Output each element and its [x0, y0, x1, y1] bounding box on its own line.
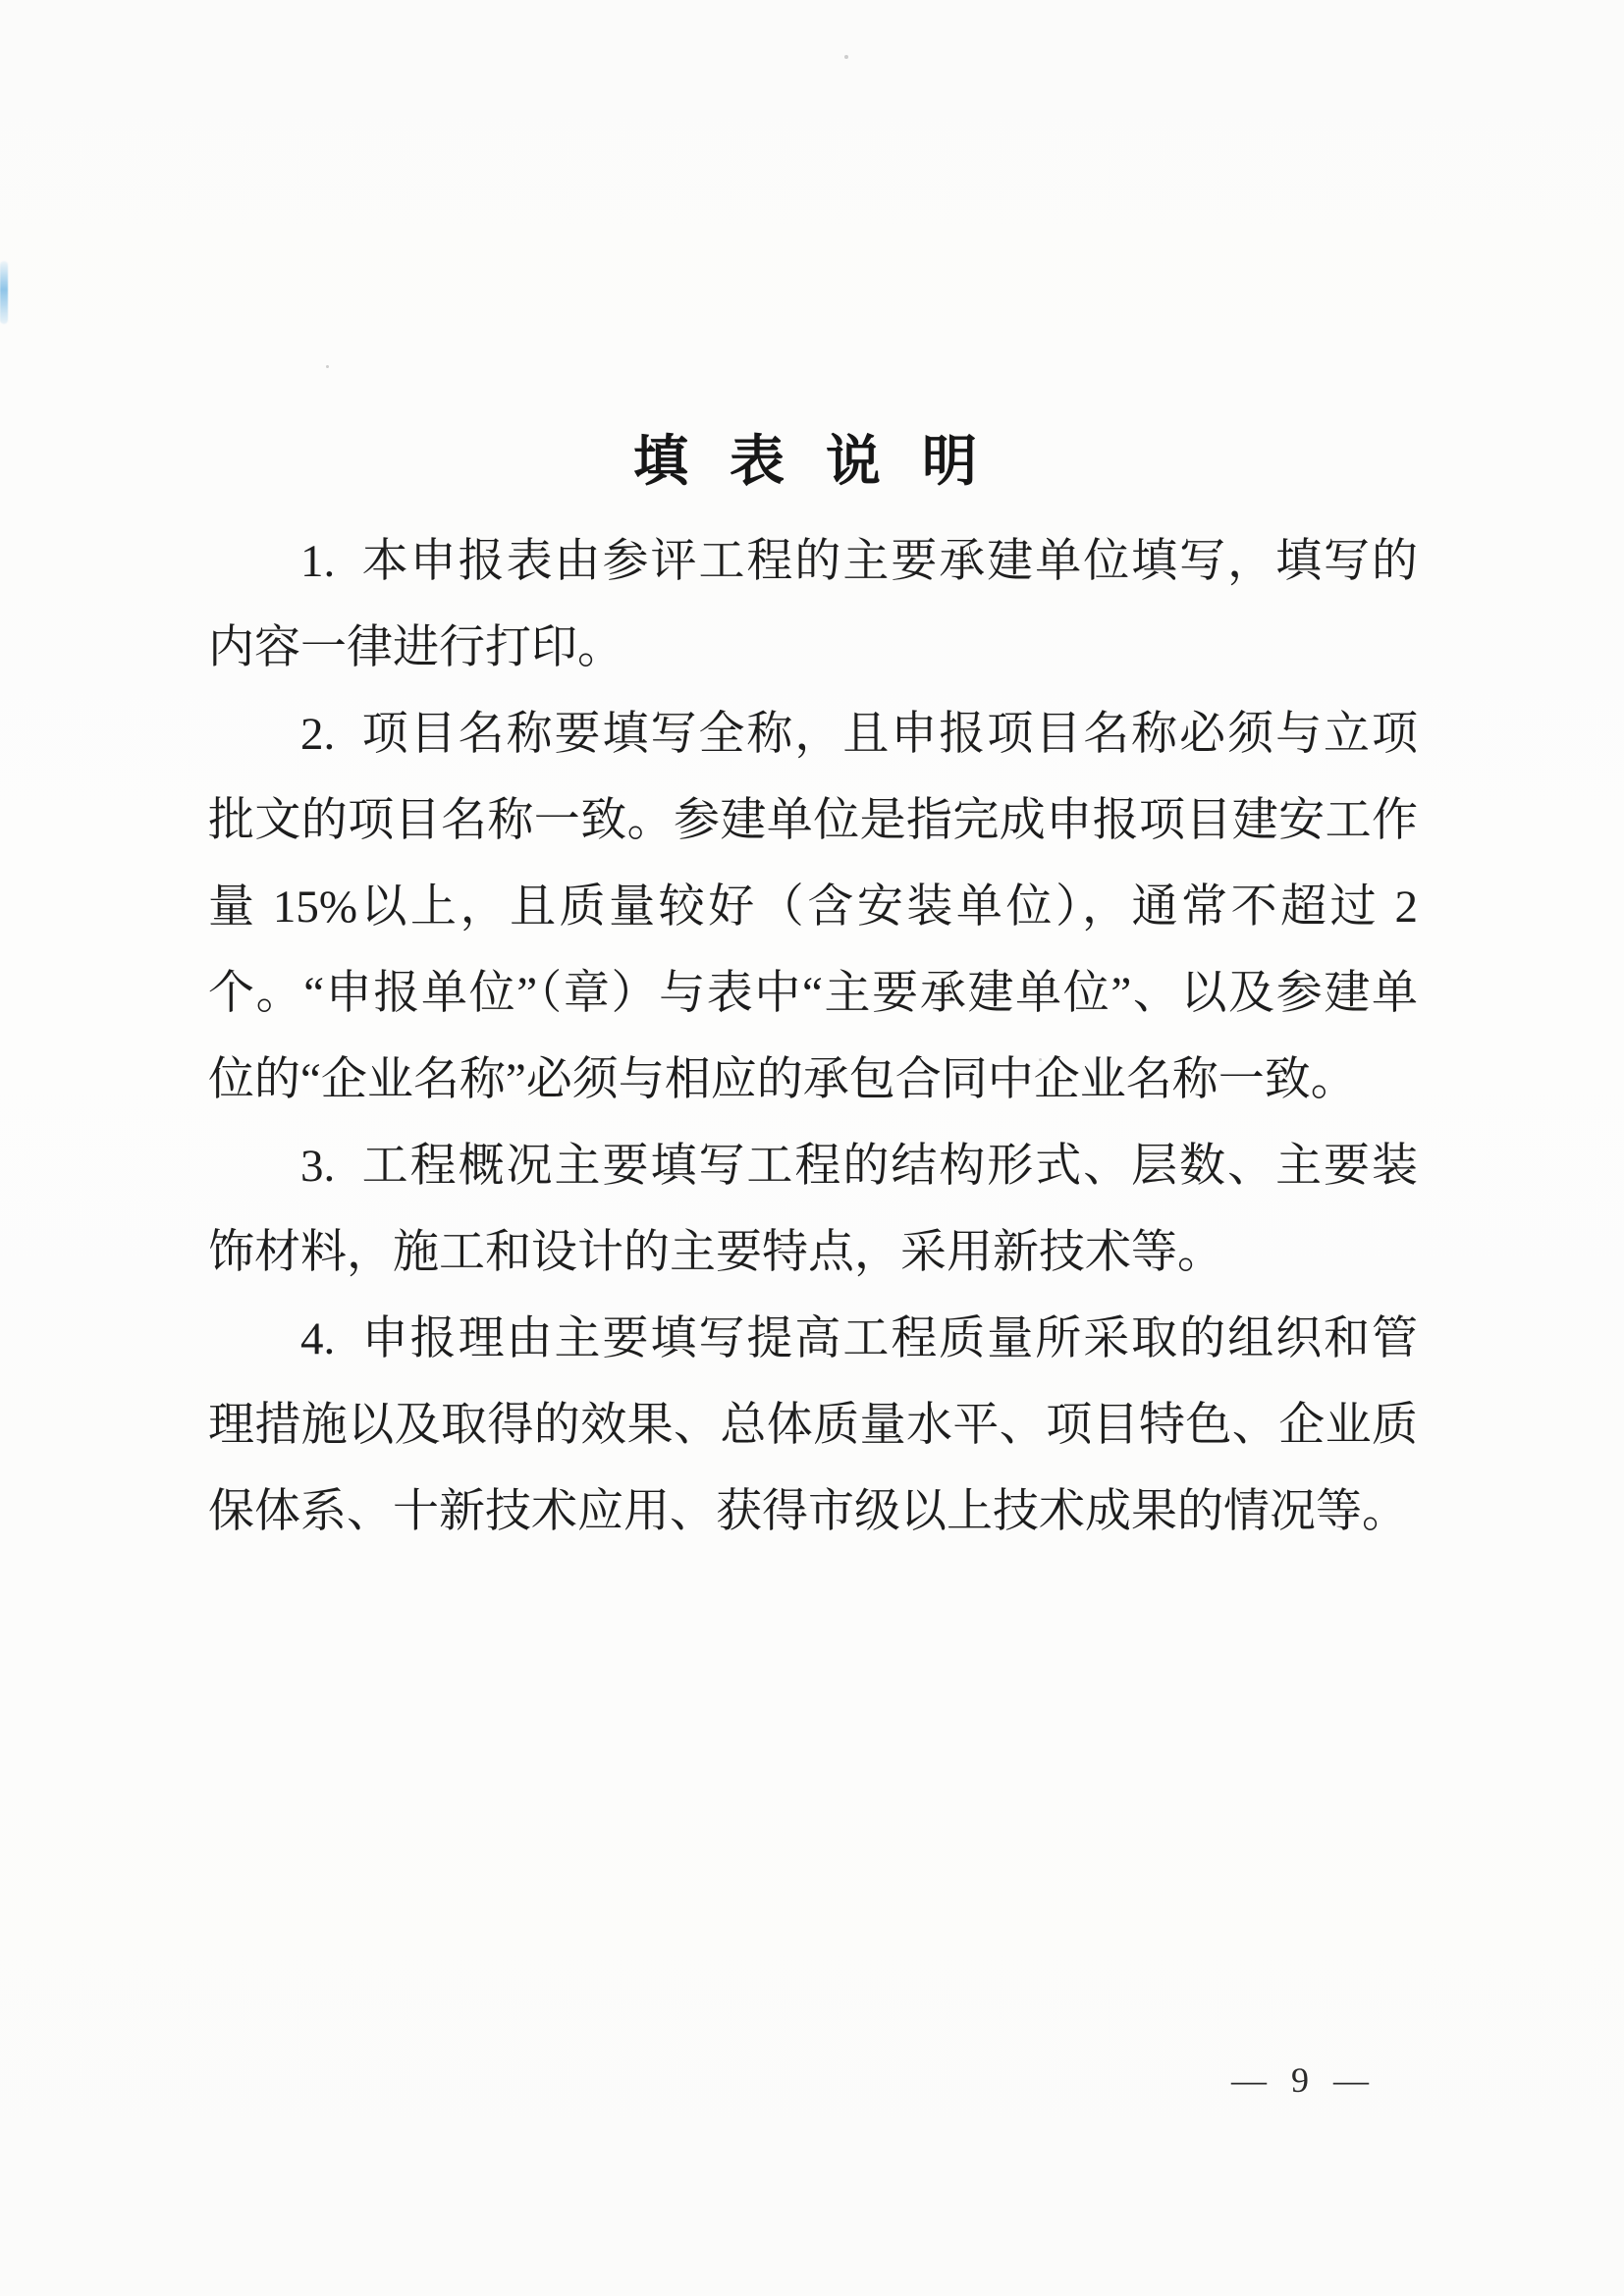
instructions-body — [208, 518, 1430, 1555]
scan-speck — [326, 365, 329, 368]
scan-speck — [844, 55, 848, 59]
page-title: 填 表 说 明 — [633, 431, 991, 493]
instruction-paragraph-1: 1. 本申报表由参评工程的主要承建单位填写，填写的内容一律进行打印。 — [208, 536, 1418, 673]
instruction-paragraph-4: 4. 申报理由主要填写提高工程质量所采取的组织和管理措施以及取得的效果、总体质量水平、项目特色、企业质保体系、十新技术应用、获得市级以上技术成果的情况等。 — [208, 1313, 1418, 1537]
page-number: — 9 — — [1231, 2060, 1377, 2100]
scan-artifact-blue-streak — [0, 261, 8, 324]
instruction-paragraph-3: 3. 工程概况主要填写工程的结构形式、层数、主要装饰材料，施工和设计的主要特点，采用新技术等。 — [208, 1141, 1418, 1278]
instruction-paragraph-2: 2. 项目名称要填写全称，且申报项目名称必须与立项批文的项目名称一致。参建单位是指完成申报项目建安工作量 15%以上，且质量较好（含安装单位），通常不超过 2 个。“申报单位”（章）与表中“主要承建单位”、以及参建单位的“企业名称”必须与相应的承包合同中企业名称一致。 — [208, 709, 1430, 1105]
